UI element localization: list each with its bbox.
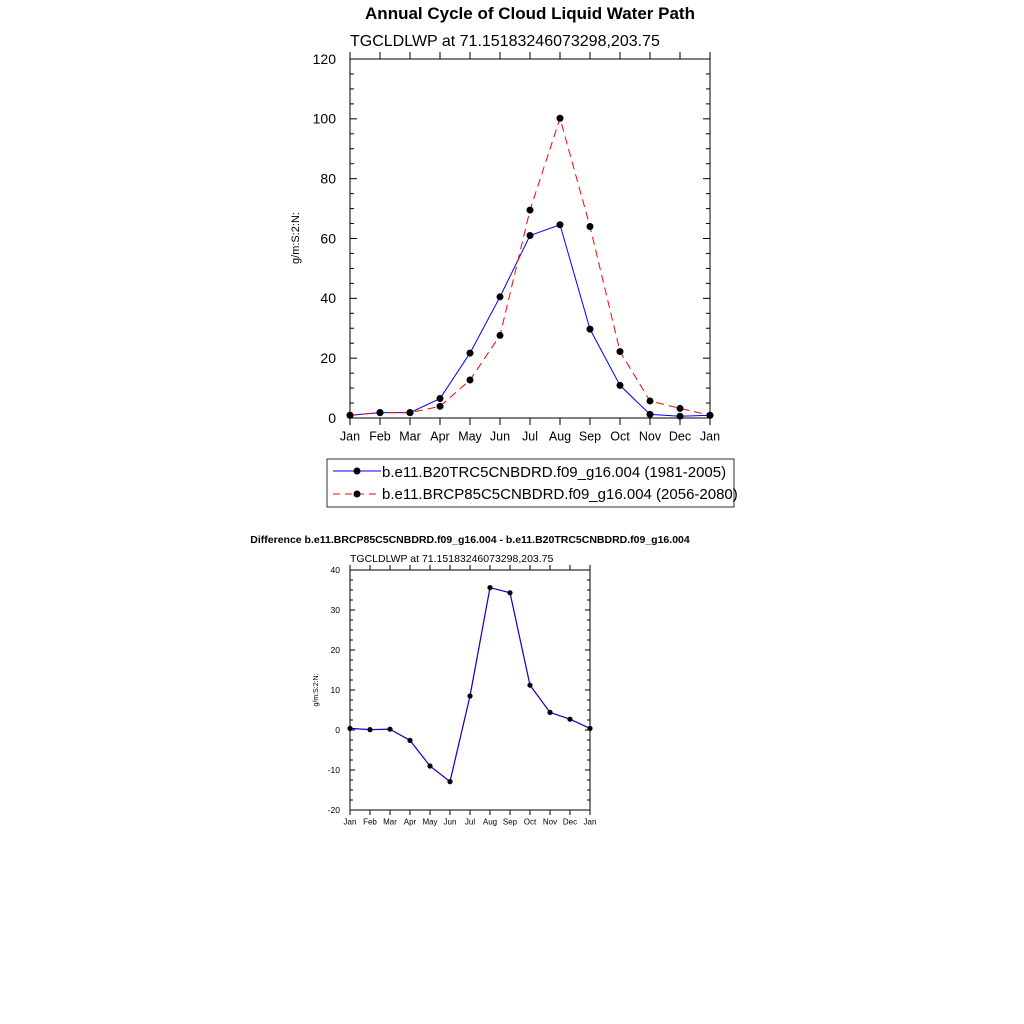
y-tick-label: 30	[330, 604, 340, 615]
y-axis-label: g/m:S:2:N:	[290, 212, 302, 264]
x-tick-label: Jan	[343, 817, 357, 827]
data-point	[507, 590, 512, 595]
data-point	[647, 397, 654, 404]
data-point	[567, 717, 572, 722]
data-point	[527, 683, 532, 688]
x-tick-label: Jul	[522, 429, 538, 444]
y-tick-label: -10	[327, 764, 340, 775]
y-tick-label: 0	[328, 409, 336, 426]
legend	[327, 459, 738, 507]
data-point	[557, 115, 564, 122]
data-point	[647, 411, 654, 418]
data-point	[437, 395, 444, 402]
top-plot	[313, 51, 720, 444]
data-point	[497, 332, 504, 339]
x-tick-label: May	[458, 429, 482, 444]
legend-marker-red	[354, 491, 361, 498]
data-point	[467, 693, 472, 698]
legend-label-blue: b.e11.B20TRC5CNBDRD.f09_g16.004 (1981-2005)	[382, 464, 727, 481]
data-point	[447, 779, 452, 784]
x-tick-label: Aug	[548, 429, 572, 444]
x-tick-label: Dec	[668, 429, 692, 444]
x-tick-label: Oct	[610, 429, 630, 444]
x-tick-label: Sep	[502, 817, 518, 827]
diff-chart-subtitle: TGCLDLWP at 71.15183246073298,203.75	[350, 553, 554, 565]
x-tick-label: Jan	[583, 817, 597, 827]
legend-marker-blue	[354, 468, 361, 475]
y-tick-label: 40	[330, 564, 340, 575]
y-tick-label: 60	[320, 230, 336, 247]
y-tick-label: 20	[320, 350, 336, 367]
legend-label-red: b.e11.BRCP85C5CNBDRD.f09_g16.004 (2056-2080)	[382, 486, 738, 503]
y-tick-label: 10	[330, 684, 340, 695]
data-point	[587, 326, 594, 333]
series-line-0	[350, 225, 710, 416]
data-point	[407, 738, 412, 743]
y-tick-label: 80	[320, 170, 336, 187]
x-tick-label: Apr	[430, 429, 450, 444]
data-point	[347, 726, 352, 731]
data-point	[467, 350, 474, 357]
data-point	[497, 293, 504, 300]
data-point	[437, 403, 444, 410]
data-point	[467, 377, 474, 384]
data-point	[527, 207, 534, 214]
diff-chart-title: Difference b.e11.BRCP85C5CNBDRD.f09_g16.004 - b.e11.B20TRC5CNBDRD.f09_g16.004	[250, 534, 690, 546]
data-point	[527, 232, 534, 239]
data-point	[367, 727, 372, 732]
y-tick-label: 20	[330, 644, 340, 655]
series-line-0	[350, 588, 590, 782]
data-point	[587, 223, 594, 230]
data-point	[547, 710, 552, 715]
series-underlay	[350, 588, 590, 782]
x-tick-label: Oct	[523, 817, 537, 827]
y-tick-label: 40	[320, 290, 336, 307]
x-tick-label: Jan	[699, 429, 721, 444]
plot-frame	[350, 570, 590, 810]
data-point	[617, 382, 624, 389]
data-point	[557, 221, 564, 228]
x-tick-label: Nov	[542, 817, 558, 827]
series-line-1	[350, 118, 710, 415]
data-point	[587, 726, 592, 731]
data-point	[407, 409, 414, 416]
x-tick-label: Sep	[578, 429, 602, 444]
data-point	[347, 412, 354, 419]
data-point	[707, 412, 714, 419]
x-tick-label: Jan	[339, 429, 361, 444]
x-tick-label: Aug	[482, 817, 498, 827]
x-tick-label: Dec	[562, 817, 578, 827]
y-tick-label: 100	[312, 110, 336, 127]
data-point	[617, 348, 624, 355]
x-tick-label: Feb	[369, 429, 391, 444]
data-point	[677, 405, 684, 412]
y-tick-label: 0	[335, 724, 340, 735]
diff-y-axis-label: g/m:S:2:N:	[313, 673, 320, 707]
chart-title: Annual Cycle of Cloud Liquid Water Path	[365, 4, 695, 23]
diff-plot	[328, 565, 597, 826]
x-tick-label: Apr	[403, 817, 417, 827]
y-tick-label: 120	[312, 50, 336, 67]
x-tick-label: Jun	[443, 817, 457, 827]
x-tick-label: Nov	[638, 429, 662, 444]
x-tick-label: Mar	[399, 429, 421, 444]
x-tick-label: May	[422, 817, 438, 827]
data-point	[387, 727, 392, 732]
data-point	[677, 413, 684, 420]
x-tick-label: Jun	[489, 429, 511, 444]
data-point	[487, 585, 492, 590]
chart-subtitle: TGCLDLWP at 71.15183246073298,203.75	[350, 33, 660, 50]
data-point	[377, 409, 384, 416]
data-point	[427, 763, 432, 768]
y-tick-label: -20	[327, 804, 340, 815]
x-tick-label: Mar	[383, 817, 397, 827]
x-tick-label: Feb	[363, 817, 377, 827]
x-tick-label: Jul	[464, 817, 476, 827]
